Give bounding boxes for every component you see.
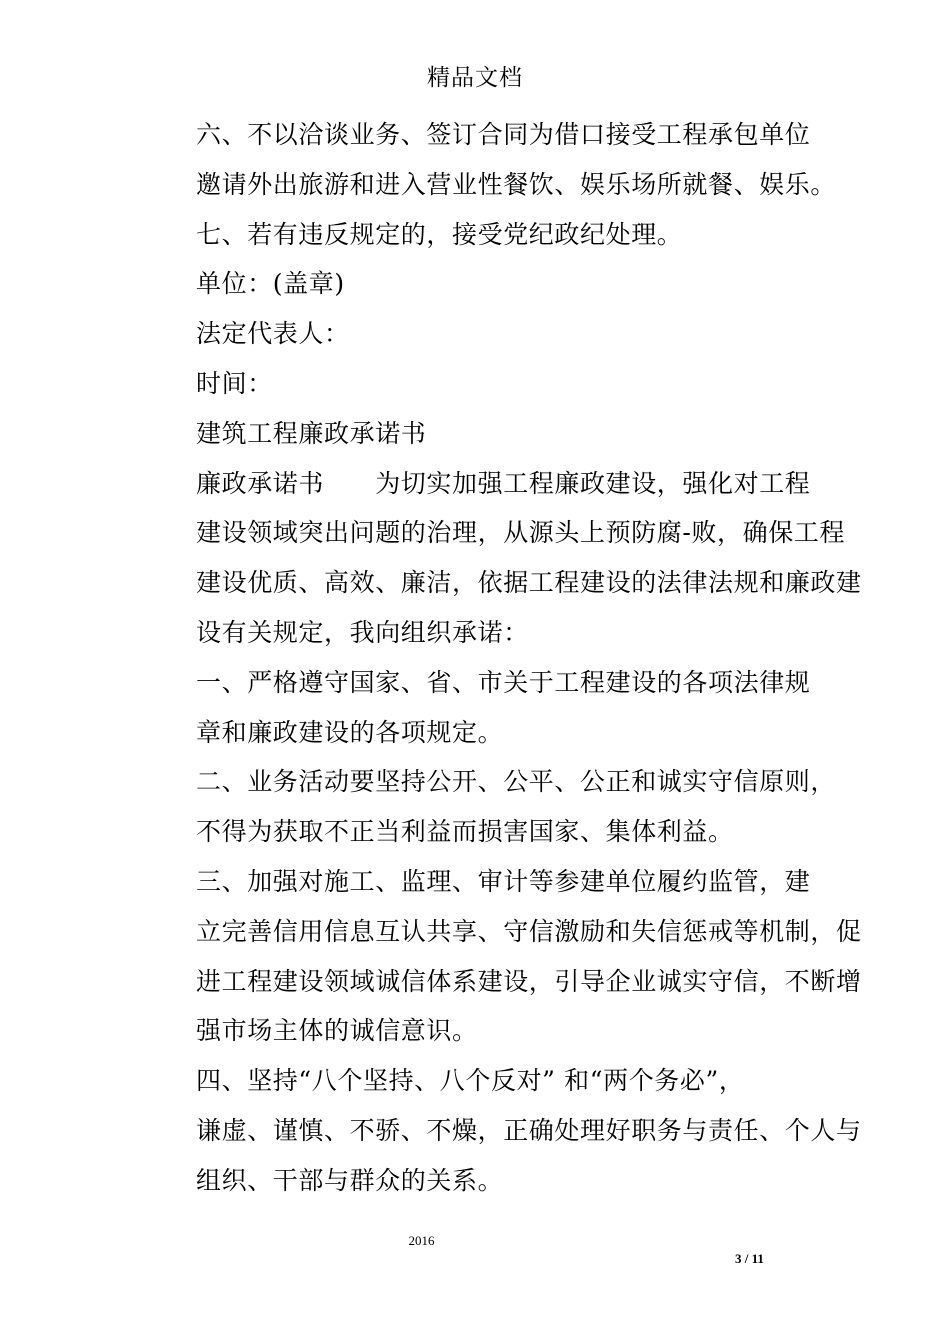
commitment-item-1	[146, 658, 814, 758]
page-header-title: 精品文档	[427, 65, 523, 91]
signature-date-line	[146, 359, 814, 409]
text-line: 组织、干部与群众的关系。	[196, 1165, 504, 1195]
text-line: 章和廉政建设的各项规定。	[196, 717, 504, 747]
paragraph-item-6	[146, 110, 837, 210]
text-line: 建设领域突出问题的治理，从源头上预防腐-败，确保工程	[196, 518, 846, 548]
signature-unit-line	[146, 259, 814, 309]
text-line: 不得为获取不正当利益而损害国家、集体利益。	[196, 817, 734, 847]
text-line: 邀请外出旅游和进入营业性餐饮、娱乐场所就餐、娱乐。	[196, 169, 837, 199]
paragraph-item-7	[146, 210, 814, 260]
text-line: 三、加强对施工、监理、审计等参建单位履约监管，建	[196, 866, 811, 896]
section-title	[146, 409, 814, 459]
text-line: 强市场主体的诚信意识。	[196, 1016, 478, 1046]
page-number: 3 / 11	[735, 1251, 764, 1266]
text-line: 廉政承诺书 为切实加强工程廉政建设，强化对工程	[196, 468, 811, 498]
text-line: 立完善信用信息互认共享、守信激励和失信惩戒等机制，促	[196, 916, 862, 946]
document-body	[146, 110, 862, 1206]
text-line: 建筑工程廉政承诺书	[196, 418, 427, 448]
text-line: 法定代表人：	[196, 319, 350, 349]
text-line: 谦虚、谨慎、不骄、不燥，正确处理好职务与责任、个人与	[196, 1115, 862, 1145]
text-line: 设有关规定，我向组织承诺：	[196, 617, 529, 647]
intro-paragraph	[146, 459, 862, 658]
text-line: 七、若有违反规定的，接受党纪政纪处理。	[196, 219, 683, 249]
commitment-item-3	[146, 857, 862, 1056]
commitment-item-2	[146, 757, 837, 857]
signature-representative-line	[146, 309, 814, 359]
text-line: 二、业务活动要坚持公开、公平、公正和诚实守信原则，	[196, 767, 837, 797]
footer-year: 2016	[408, 1233, 435, 1248]
text-line: 六、不以洽谈业务、签订合同为借口接受工程承包单位	[196, 120, 811, 149]
commitment-item-4	[146, 1056, 862, 1205]
text-line: 建设优质、高效、廉洁，依据工程建设的法律法规和廉政建	[196, 568, 862, 598]
text-line: 时间：	[196, 368, 273, 398]
text-line: 进工程建设领域诚信体系建设，引导企业诚实守信，不断增	[196, 966, 862, 996]
text-line: 单位：(盖章)	[196, 269, 345, 299]
text-line: 四、坚持“八个坚持、八个反对” 和“两个务必”，	[196, 1066, 745, 1096]
text-line: 一、严格遵守国家、省、市关于工程建设的各项法律规	[196, 667, 811, 697]
